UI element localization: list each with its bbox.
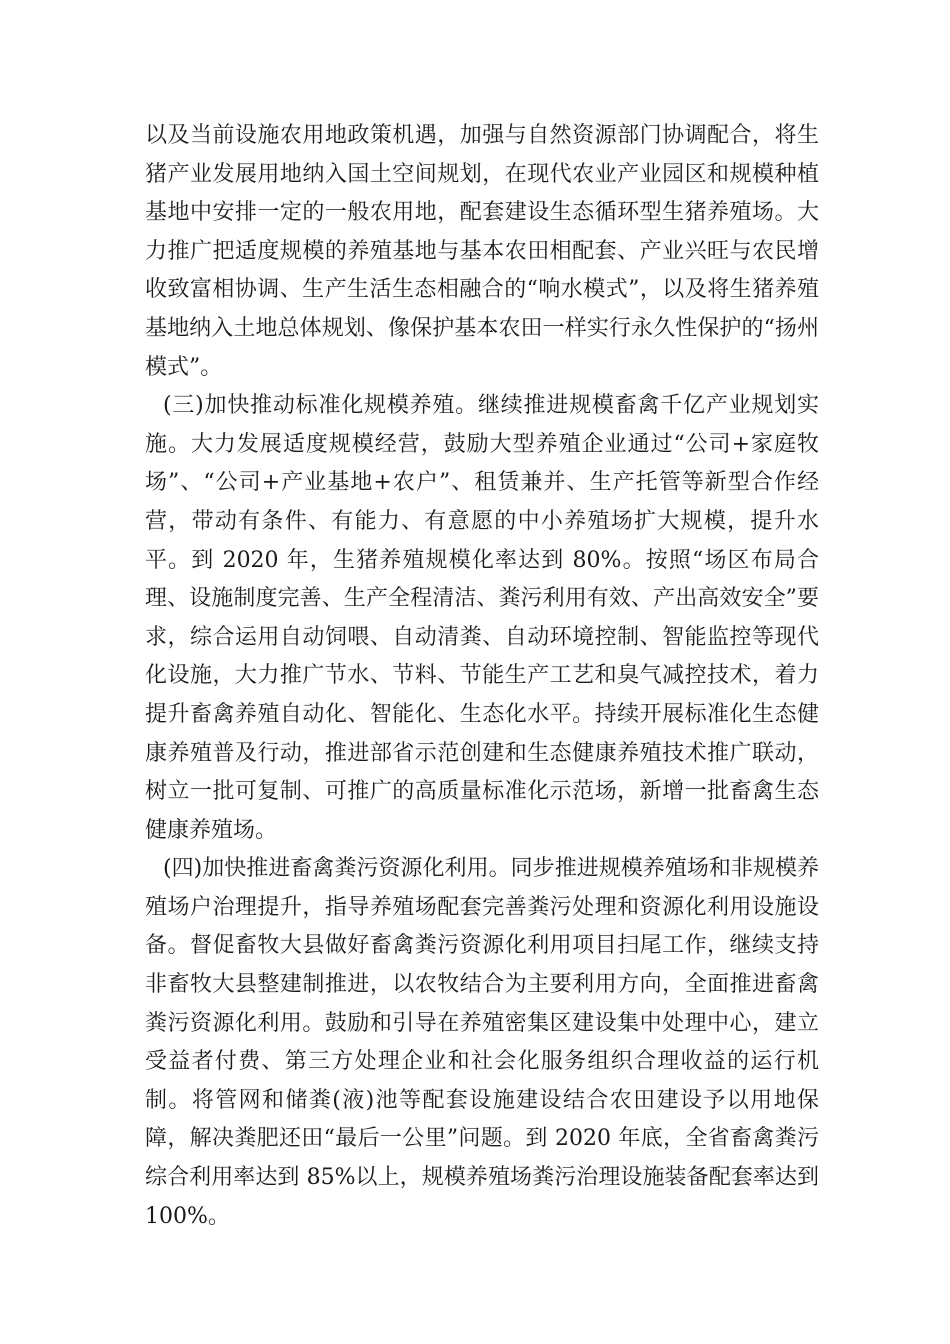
paragraph-manure-utilization: (四)加快推进畜禽粪污资源化利用。同步推进规模养殖场和非规模养殖场户治理提升，指导养殖场配套完善粪污处理和资源化利用设施设备。督促畜牧大县做好畜禽粪污资源化利用项目扫尾工作，继续支持非畜牧大县整建制推进，以农牧结合为主要利用方向，全面推进畜禽粪污资源化利用。鼓励和引导在养殖密集区建设集中处理中心，建立受益者付费、第三方处理企业和社会化服务组织合理收益的运行机制。将管网和储粪(液)池等配套设施建设结合农田建设予以用地保障，解决粪肥还田“最后一公里”问题。到 2020 年底，全省畜禽粪污综合利用率达到 85%以上，规模养殖场粪污治理设施装备配套率达到 100%。 [145,856,819,1229]
paragraph-standardized-farming: (三)加快推动标准化规模养殖。继续推进规模畜禽千亿产业规划实施。大力发展适度规模经营，鼓励大型养殖企业通过“公司+家庭牧场”、“公司+产业基地+农户”、租赁兼并、生产托管等新型合作经营，带动有条件、有能力、有意愿的中小养殖场扩大规模，提升水平。到 2020 年，生猪养殖规模化率达到 80%。按照“场区布局合理、设施制度完善、生产全程清洁、粪污利用有效、产出高效安全”要求，综合运用自动饲喂、自动清粪、自动环境控制、智能监控等现代化设施，大力推广节水、节料、节能生产工艺和臭气减控技术，着力提升畜禽养殖自动化、智能化、生态化水平。持续开展标准化生态健康养殖普及行动，推进部省示范创建和生态健康养殖技术推广联动，树立一批可复制、可推广的高质量标准化示范场，新增一批畜禽生态健康养殖场。 [145,393,819,843]
document-body [145,117,819,1236]
paragraph-land-policy: 以及当前设施农用地政策机遇，加强与自然资源部门协调配合，将生猪产业发展用地纳入国土空间规划，在现代农业产业园区和规模种植基地中安排一定的一般农用地，配套建设生态循环型生猪养殖场。大力推广把适度规模的养殖基地与基本农田相配套、产业兴旺与农民增收致富相协调、生产生活生态相融合的“响水模式”，以及将生猪养殖基地纳入土地总体规划、像保护基本农田一样实行永久性保护的“扬州模式”。 [145,123,819,380]
